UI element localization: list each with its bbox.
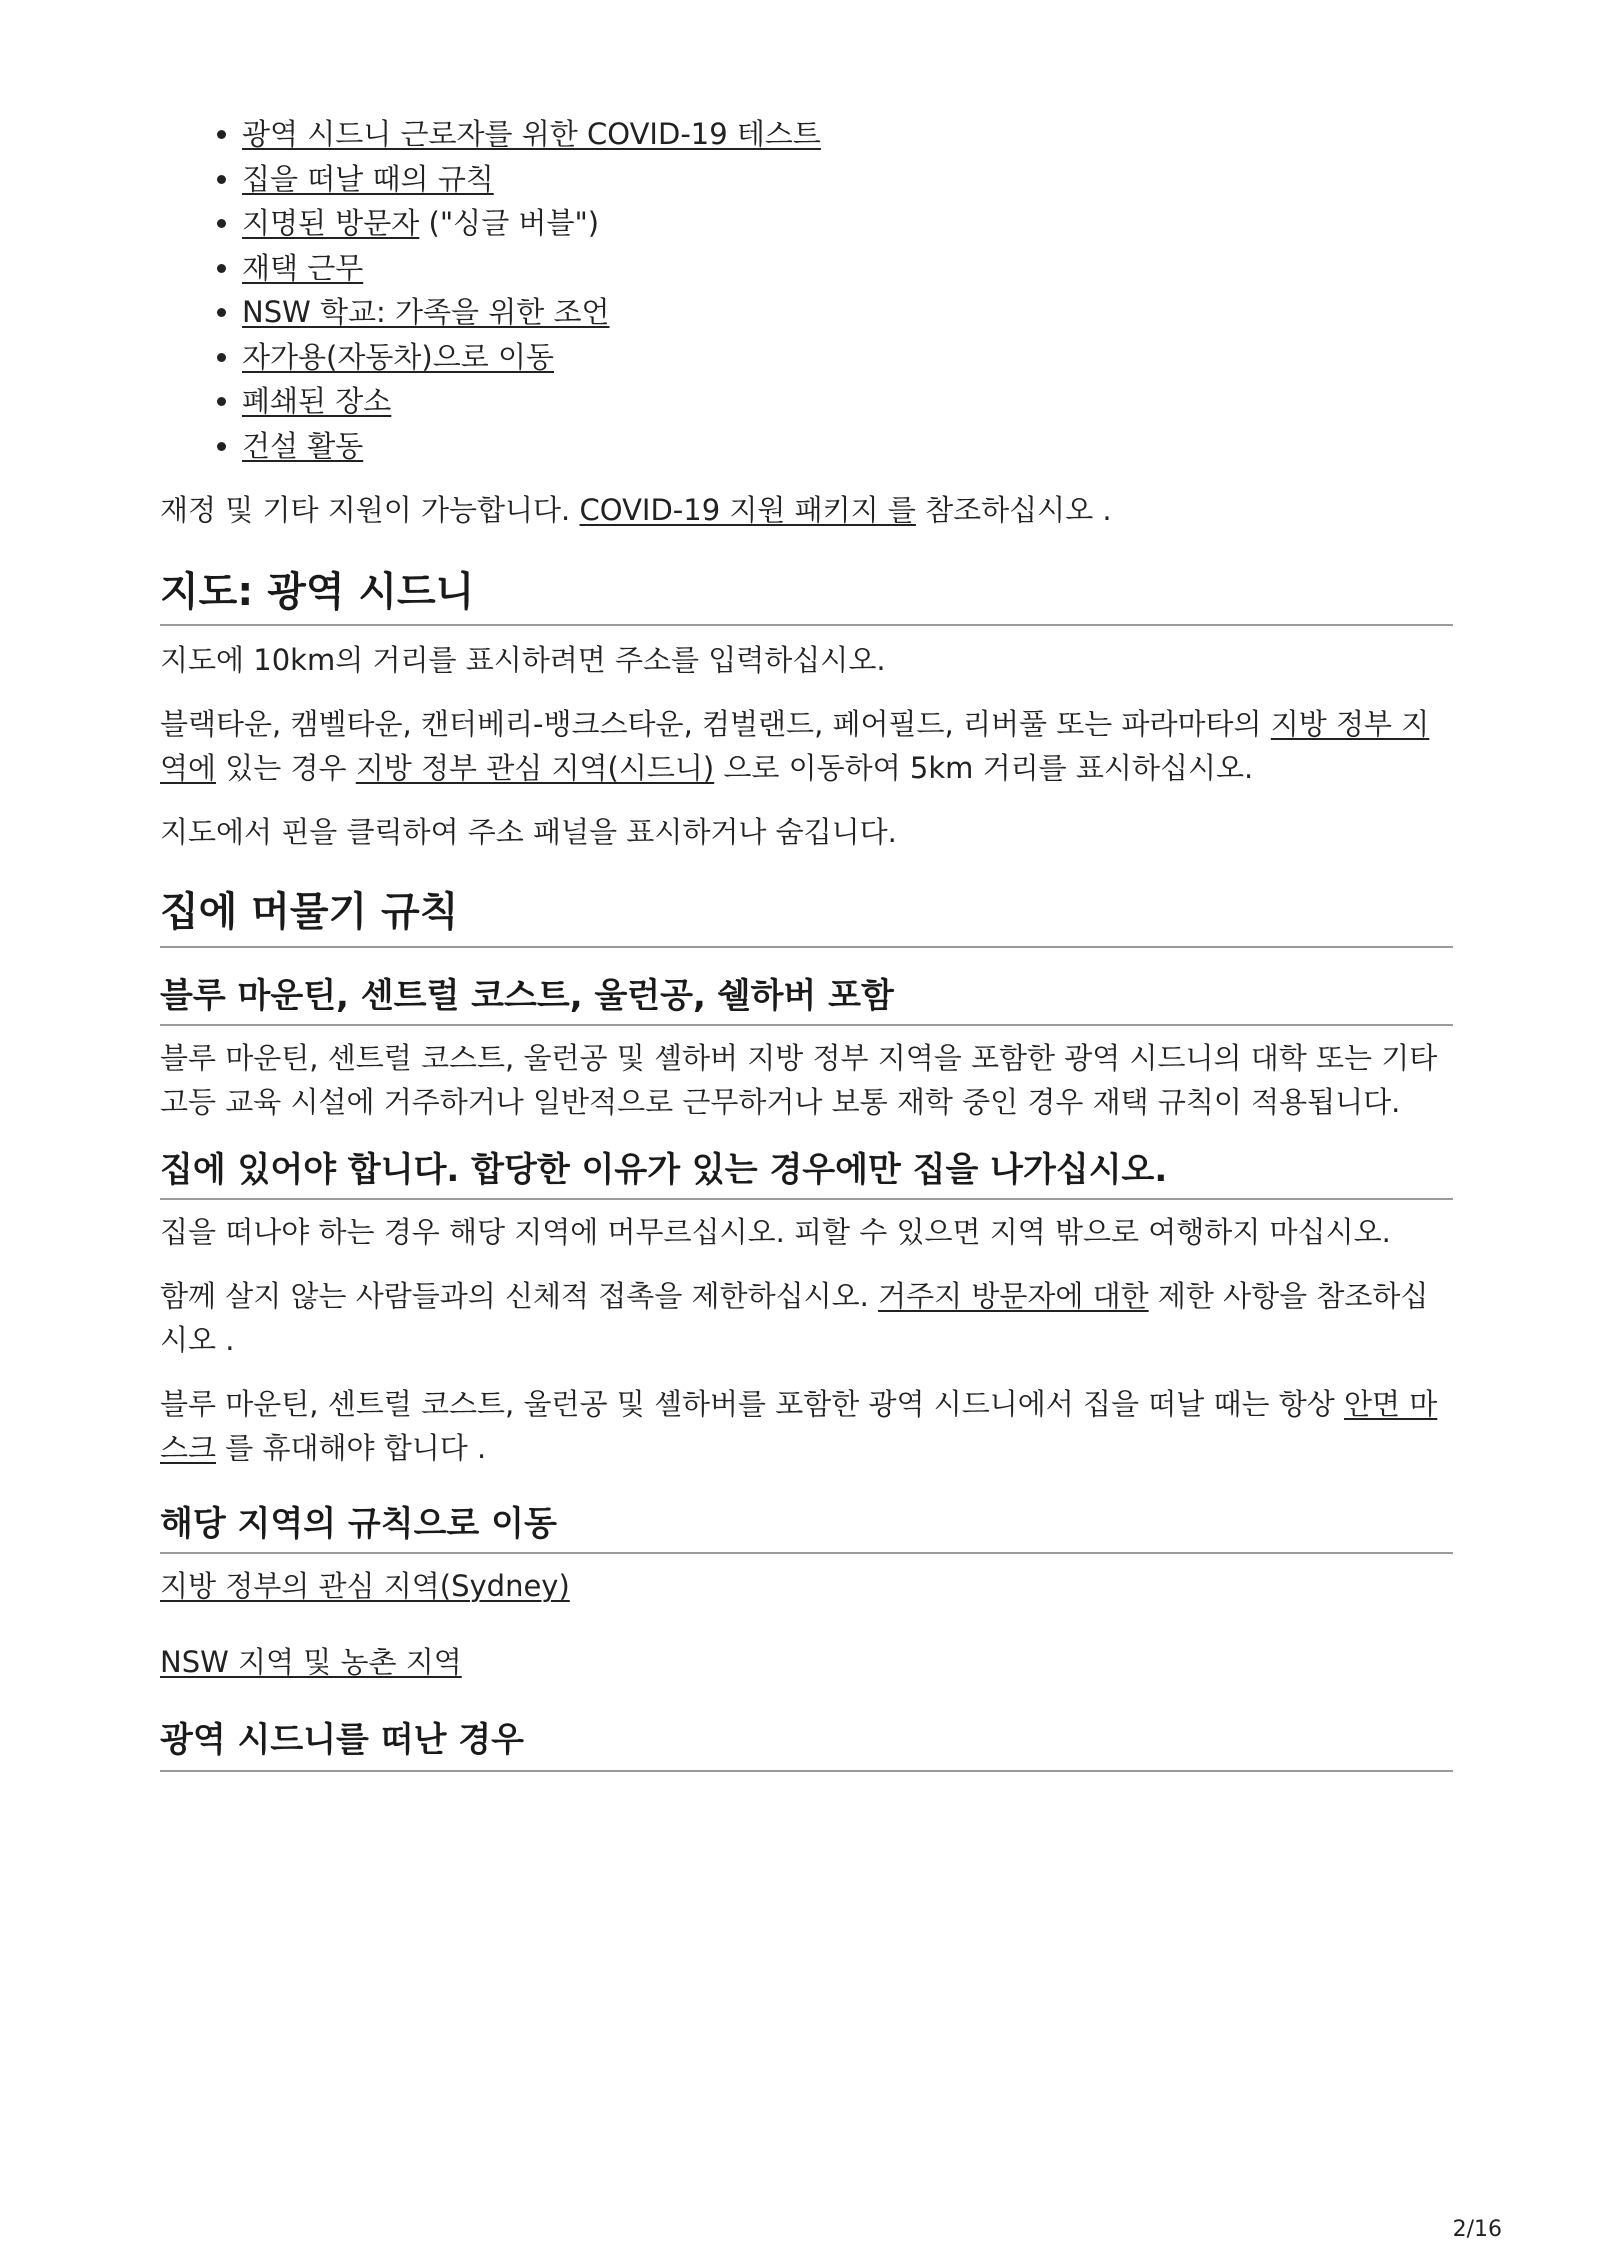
lga-concern-sydney-link[interactable]: 지방 정부 관심 지역(시드니) [355, 751, 715, 785]
travel-link-paragraph-2 [160, 1640, 1453, 1684]
list-item [242, 379, 1453, 424]
residence-visitors-link[interactable]: 거주지 방문자에 대한 [878, 1279, 1149, 1313]
list-item [242, 290, 1453, 335]
divider [160, 1198, 1453, 1200]
face-mask-link[interactable]: 안면 마스크 [160, 1387, 1438, 1465]
divider [160, 1552, 1453, 1554]
stay-home-paragraph-3 [160, 1274, 1453, 1362]
travel-heading: 해당 지역의 규칙으로 이동 [160, 1504, 557, 1544]
list-item [242, 157, 1453, 202]
toc-link-construction[interactable]: 건설 활동 [242, 428, 364, 463]
map-paragraph-3: 지도에서 핀을 클릭하여 주소 패널을 표시하거나 숨깁니다. [160, 815, 897, 849]
divider [160, 1024, 1453, 1026]
page-number: 2/16 [1452, 2217, 1502, 2242]
toc-list [160, 112, 1453, 468]
stay-home-subheading-2: 집에 있어야 합니다. 합당한 이유가 있는 경우에만 집을 나가십시오. [160, 1150, 1168, 1190]
lga-link[interactable]: 지방 정부 지역에 [160, 707, 1430, 785]
list-item [242, 335, 1453, 380]
regional-rural-nsw-link[interactable]: NSW 지역 및 농촌 지역 [160, 1645, 462, 1679]
support-text-end: 참조하십시오 . [915, 493, 1112, 527]
list-item [242, 246, 1453, 291]
toc-link-visitors[interactable]: 지명된 방문자 [242, 206, 420, 240]
toc-visitors-suffix: ("싱글 버블") [419, 206, 600, 240]
divider [160, 624, 1453, 626]
map-paragraph-2 [160, 702, 1453, 790]
stay-home-paragraph-4 [160, 1382, 1453, 1470]
lga-concern-sydney-link-2[interactable]: 지방 정부의 관심 지역(Sydney) [160, 1569, 570, 1603]
stay-home-subheading-1: 블루 마운틴, 센트럴 코스트, 울런공, 쉘하버 포함 [160, 976, 894, 1016]
travel-link-paragraph-1 [160, 1564, 1453, 1608]
list-item [242, 201, 1453, 246]
divider [160, 1770, 1453, 1772]
map-p2-middle: 있는 경우 [216, 751, 356, 785]
stay-home-paragraph-2: 집을 떠나야 하는 경우 해당 지역에 머무르십시오. 피할 수 있으면 지역 밖으로 여행하지 마십시오. [160, 1215, 1391, 1249]
support-paragraph [160, 488, 1453, 532]
list-item [242, 424, 1453, 469]
toc-link-nsw-schools[interactable]: NSW 학교: 가족을 위한 조언 [242, 295, 610, 329]
toc-link-covid-test[interactable]: 광역 시드니 근로자를 위한 COVID-19 테스트 [242, 117, 821, 151]
toc-link-work-from-home[interactable]: 재택 근무 [242, 250, 364, 285]
p3-end: 제한 사항을 참조하십시오 . [160, 1279, 1429, 1357]
toc-link-closed-venues[interactable]: 폐쇄된 장소 [242, 384, 392, 418]
list-item [242, 112, 1453, 157]
support-text: 재정 및 기타 지원이 가능합니다. [160, 493, 580, 527]
p4-end: 를 휴대해야 합니다 . [216, 1431, 487, 1465]
stay-home-paragraph-1: 블루 마운틴, 센트럴 코스트, 울런공 및 셸하버 지방 정부 지역을 포함한 광역 시드니의 대학 또는 기타 고등 교육 시설에 거주하거나 일반적으로 근무하거나 보통 재학 중인 경우 재택 규칙이 적용됩니다. [160, 1041, 1438, 1119]
map-paragraph-1: 지도에 10km의 거리를 표시하려면 주소를 입력하십시오. [160, 643, 886, 677]
map-p2-end: 으로 이동하여 5km 거리를 표시하십시오. [714, 751, 1254, 785]
support-package-link[interactable]: COVID-19 지원 패키지 를 [579, 493, 916, 527]
document-content [160, 112, 1453, 1772]
map-p2-text: 블랙타운, 캠벨타운, 캔터베리-뱅크스타운, 컴벌랜드, 페어필드, 리버풀 또는 파라마타의 [160, 707, 1271, 741]
p3-text: 함께 살지 않는 사람들과의 신체적 접촉을 제한하십시오. [160, 1279, 879, 1313]
toc-link-leaving-home[interactable]: 집을 떠날 때의 규칙 [242, 161, 494, 196]
divider [160, 946, 1453, 948]
left-sydney-heading: 광역 시드니를 떠난 경우 [160, 1720, 524, 1760]
toc-link-car-travel[interactable]: 자가용(자동차)으로 이동 [242, 339, 554, 374]
p4-text: 블루 마운틴, 센트럴 코스트, 울런공 및 셸하버를 포함한 광역 시드니에서 집을 떠날 때는 항상 [160, 1387, 1345, 1421]
map-heading: 지도: 광역 시드니 [160, 569, 475, 615]
stay-home-heading: 집에 머물기 규칙 [160, 889, 459, 935]
